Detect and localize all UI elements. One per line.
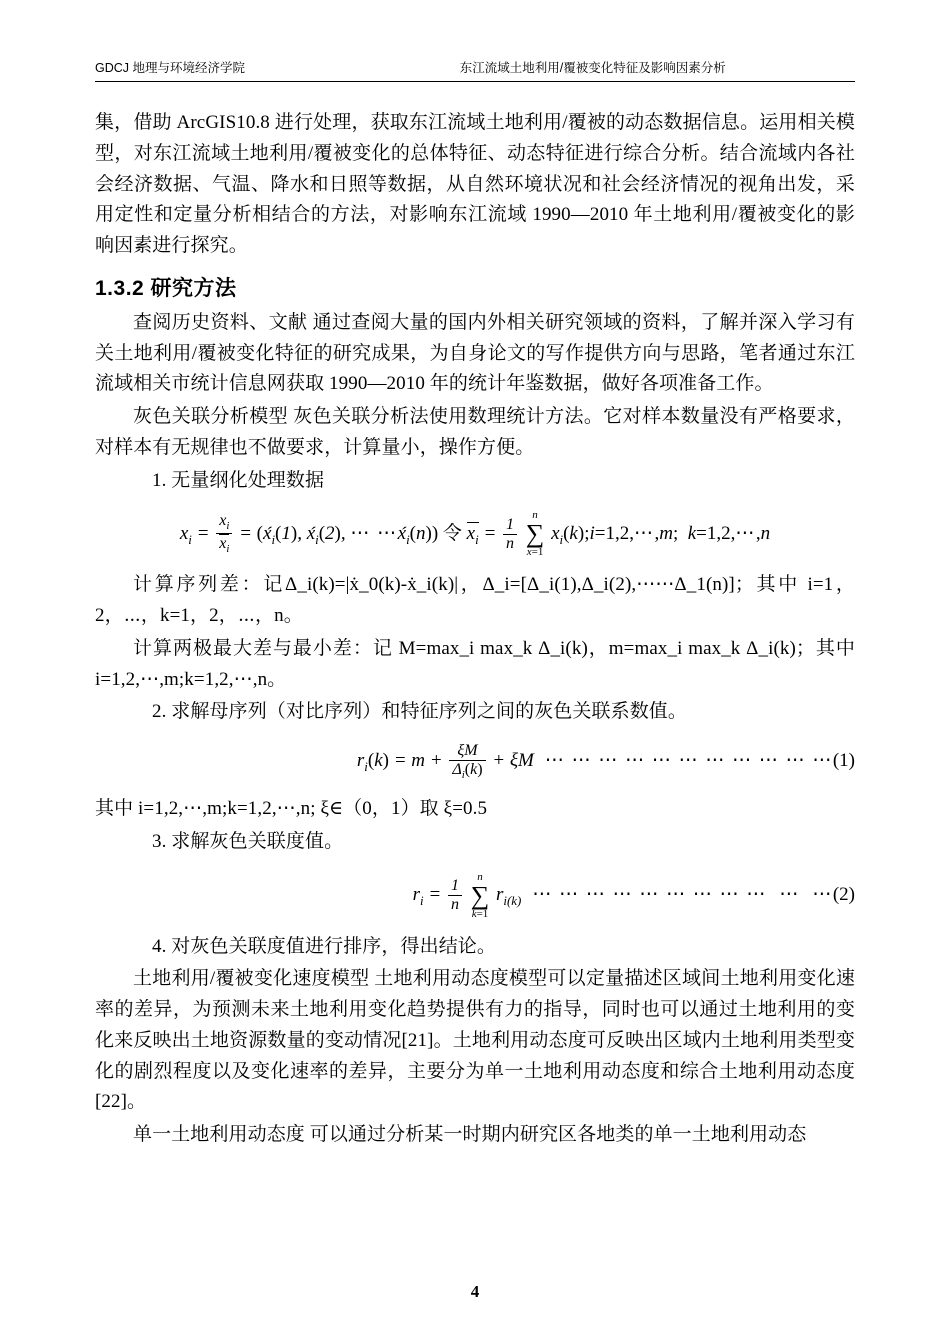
formula-1-number: (1): [832, 750, 855, 772]
paragraph-xi-definition: 其中 i=1,2,⋯,m;k=1,2,⋯,n; ξ∈（0，1）取 ξ=0.5: [95, 797, 488, 819]
paragraph-max-min-difference: 计算两极最大差与最小差：记 M=max_i max_k Δ_i(k)，m=max_i max_k Δ_i(k)；其中 i=1,2,⋯,m;k=1,2,⋯,n。: [95, 637, 855, 690]
formula-2-number: (2): [832, 883, 855, 905]
page-header: [95, 58, 855, 82]
list-item-1: 1. 无量纲化处理数据: [152, 469, 325, 491]
formula-1-correlation-coefficient: $r_i(k) = m$ + $\frac{\xi M}{\Delta_i(k)}$ + ξM ⋯ ⋯ ⋯ ⋯ ⋯ ⋯ ⋯ ⋯ ⋯ ⋯ ⋯(1): [356, 742, 855, 782]
list-item-3: 3. 求解灰色关联度值。: [152, 830, 344, 852]
section-heading-research-methods: 1.3.2 研究方法: [95, 276, 237, 300]
paragraph-grey-relation-model: 灰色关联分析模型 灰色关联分析法使用数理统计方法。它对样本数量没有严格要求，对样本有无规律也不做要求，计算量小，操作方便。: [95, 406, 855, 458]
formula-normalization: $x_i$ = $\frac{x_i}{x_i}$ = ($x́_i(1)$, $x́_i(2)$, ⋯ $\cdots x́_i(n)$) 令 $x_i$ = $\frac{1}{n}$ n ∑ x=1 $x_i(k);i=1,2,\cdots,m$; k=1,2,⋯,n: [179, 509, 771, 559]
header-left-text: GDCJ 地理与环境经济学院: [95, 61, 246, 75]
paragraph-intro: 集，借助 ArcGIS10.8 进行处理，获取东江流域土地利用/覆被的动态数据信息。运用相关模型，对东江流域土地利用/覆被变化的总体特征、动态特征进行综合分析。结合流域内各社会经济数据、气温、降水和日照等数据，从自然环境状况和社会经济情况的视角出发，采用定性和定量分析相结合的方法，对影响东江流域 1990—2010 年土地利用/覆被变化的影响因素进行探究。: [95, 112, 855, 257]
paragraph-single-land-use-dynamic: 单一土地利用动态度 可以通过分析某一时期内研究区各地类的单一土地利用动态: [133, 1124, 807, 1146]
paragraph-land-use-dynamic-model: 土地利用/覆被变化速度模型 土地利用动态度模型可以定量描述区域间土地利用变化速率的差异，为预测未来土地利用变化趋势提供有力的指导，同时也可以通过土地利用的变化来反映出土地资源数量的变动情况[21]。土地利用动态度可反映出区域内土地利用类型变化的剧烈程度以及变化速率的差异，主要分为单一土地利用动态度和综合土地利用动态度[22]。: [95, 968, 855, 1113]
page-number: 4: [470, 1282, 480, 1301]
formula-2-grey-correlation-degree: $r_i$ = $\frac{1}{n}$ n ∑ k=1 $r_{i(k)}$ ⋯ ⋯ ⋯ ⋯ ⋯ ⋯ ⋯ ⋯ ⋯ ⋯ ⋯(2): [412, 870, 855, 920]
header-right-text: 东江流域土地利用/覆被变化特征及影响因素分析: [459, 61, 726, 75]
paragraph-literature-review: 查阅历史资料、文献 通过查阅大量的国内外相关研究领域的资料，了解并深入学习有关土地利用/覆被变化特征的研究成果，为自身论文的写作提供方向与思路，笔者通过东江流域相关市统计信息网获取 1990—2010 年的统计年鉴数据，做好各项准备工作。: [95, 311, 855, 395]
paragraph-sequence-difference: 计算序列差：记Δ_i(k)=|ẋ_0(k)-ẋ_i(k)|，Δ_i=[Δ_i(1),Δ_i(2),⋯⋯Δ_1(n)]；其中 i=1，2，⋯，k=1，2，⋯，n。: [95, 574, 855, 627]
list-item-2: 2. 求解母序列（对比序列）和特征序列之间的灰色关联系数值。: [152, 701, 688, 723]
list-item-4: 4. 对灰色关联度值进行排序，得出结论。: [152, 935, 497, 957]
